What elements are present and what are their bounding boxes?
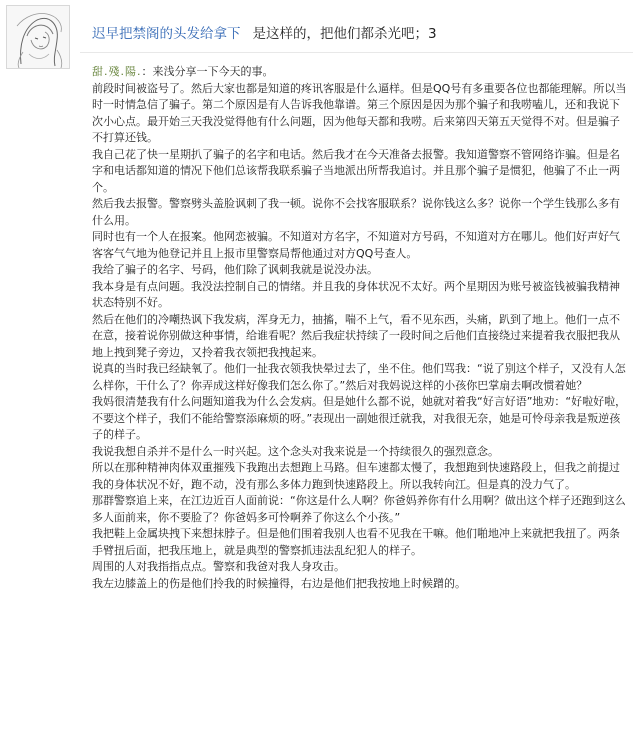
paragraph: 我左边膝盖上的伤是他们拎我的时候撞得，右边是他们把我按地上时候蹭的。: [92, 576, 466, 590]
reply-header: [92, 22, 631, 42]
reply-header-text: 是这样的，把他们都杀光吧；3: [252, 26, 437, 42]
header-divider: [80, 52, 633, 53]
paragraph: 然后在他们的冷嘲热讽下我发病，浑身无力，抽搐，喘不上气，看不见东西，头痛，趴到了地上。他们一点不在意，接着说你别做这种事情，给谁看呢？然后我症状持续了一段时间之后他们直接绕过来提着我衣服把我从地上拽到凳子旁边，又拎着我衣领把我拽起来。: [92, 312, 620, 359]
paragraph: 我自己花了快一星期扒了骗子的名字和电话。然后我才在今天准备去报警。我知道警察不管网络诈骗。但是名字和电话都知道的情况下他们总该帮我联系骗子当地派出所帮我追讨。并且那个骗子是惯犯，他骗了不止一两个。: [92, 147, 620, 194]
paragraph: 然后我去报警。警察劈头盖脸讽刺了我一顿。说你不会找客服联系？说你钱这么多？说你一个学生钱那么多有什么用。: [92, 197, 620, 227]
paragraph: 我给了骗子的名字、号码，他们除了讽刺我就是说没办法。: [92, 263, 378, 276]
user-avatar[interactable]: [6, 5, 70, 69]
sketch-girl-avatar-icon: [7, 6, 69, 68]
thread-title-link[interactable]: 迟早把禁阁的头发给拿下: [92, 26, 241, 42]
author-line: 甜.殘.陽.：来浅分享一下今天的事。: [92, 65, 274, 78]
paragraph: 所以在那种精神肉体双重摧残下我跑出去想跑上马路。但车速都太慢了，我想跑到快速路段上，但我之前提过我的身体状况不好，跑不动，没有那么多体力跑到快速路段上。所以我转向江。但是真的没力气了。: [92, 461, 620, 491]
paragraph: 前段时间被盗号了。然后大家也都是知道的疼讯客服是什么逼样。但是QQ号有多重要各位也都能理解。所以当时一时情急信了骗子。第二个原因是有人告诉我他靠谱。第三个原因是因为那个骗子和我唠嗑儿，还和我说下次小心点。最开始三天我没觉得他有什么问题，因为他每天都和我唠。后来第四天第五天觉得不对。但是骗子不打算还钱。: [92, 81, 627, 144]
reply-content: [92, 64, 627, 592]
intro-text: 来浅分享一下今天的事。: [152, 65, 274, 78]
paragraph: 同时也有一个人在报案。他网恋被骗。不知道对方名字，不知道对方号码，不知道对方在哪儿。他们好声好气客客气气地为他登记并且上报市里警察局帮他通过对方QQ号查人。: [92, 230, 620, 260]
paragraph: 那群警察追上来，在江边近百人面前说：“你这是什么人啊？你爸妈养你有什么用啊？做出这个样子还跑到这么多人面前来，你不要脸了？你爸妈多可怜啊养了你这么个小孩。”: [92, 494, 626, 524]
paragraph: 说真的当时我已经缺氧了。他们一扯我衣领我快晕过去了，坐不住。他们骂我：“说了别这个样子，又没有人怎么样你，干什么了？你弄成这样好像我们怎么你了。”然后对我妈说这样的小孩你巴掌扇去啊改惯着她？: [92, 362, 626, 392]
paragraph: 周围的人对我指指点点。警察和我爸对我人身攻击。: [92, 560, 345, 573]
paragraph: 我把鞋上金属块拽下来想抹脖子。但是他们围着我别人也看不见我在干嘛。他们啪地冲上来就把我扭了。两条手臂扭后面，把我压地上，就是典型的警察抓违法乱纪犯人的样子。: [92, 527, 620, 557]
paragraph: 我妈很清楚我有什么问题知道我为什么会发病。但是她什么都不说，她就对着我“好言好语”地劝：“好啦好啦，不要这个样子，我们不能给警察添麻烦的呀。”表现出一副她很迁就我，对我很无奈，她是可怜母亲我是叛逆孩子的样子。: [92, 395, 627, 441]
author-name-link[interactable]: 甜.殘.陽.: [92, 65, 142, 78]
paragraph: 我本身是有点问题。我没法控制自己的情绪。并且我的身体状况不太好。两个星期因为账号被盗钱被骗我精神状态特别不好。: [92, 279, 620, 309]
paragraph: 我说我想自杀并不是什么一时兴起。这个念头对我来说是一个持续很久的强烈意念。: [92, 444, 499, 458]
